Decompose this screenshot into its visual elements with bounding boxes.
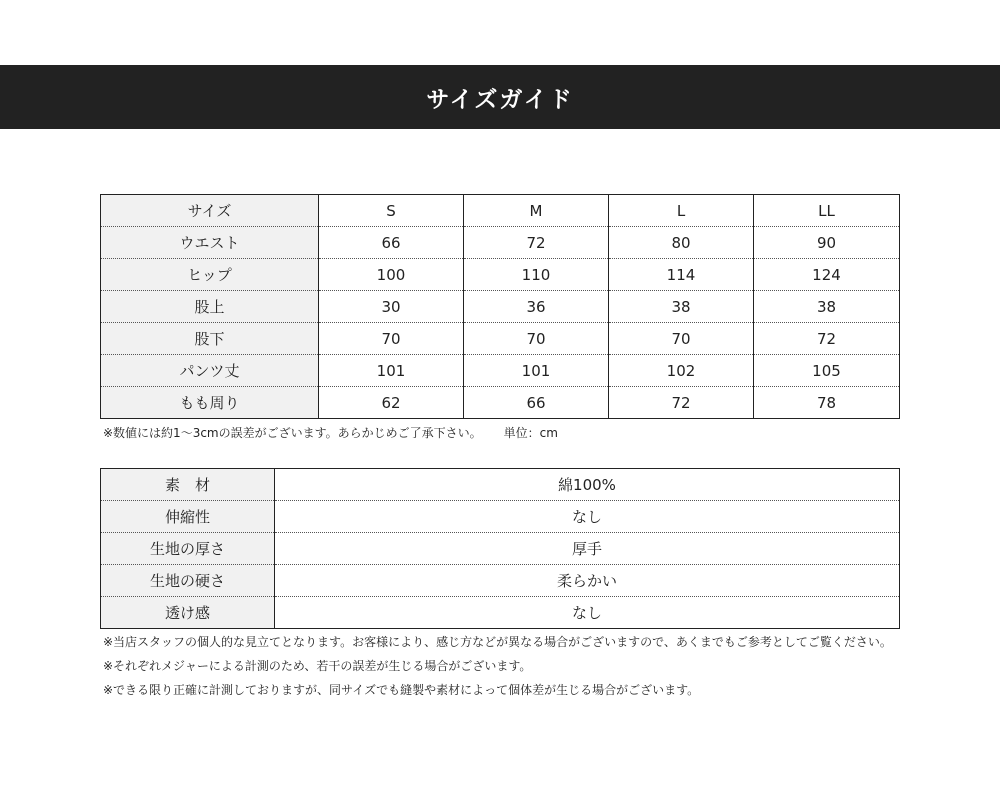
size-header-ll: LL xyxy=(754,195,900,227)
footer-note-variance: ※できる限り正確に計測しておりますが、同サイズでも縫製や素材によって個体差が生じる場合がございます。 xyxy=(103,683,700,697)
table-cell: 101 xyxy=(464,355,609,387)
table-cell: なし xyxy=(275,597,900,629)
size-note xyxy=(103,424,558,441)
size-header-s: S xyxy=(319,195,464,227)
table-cell: 柔らかい xyxy=(275,565,900,597)
row-label: 股上 xyxy=(101,291,319,323)
table-cell: 38 xyxy=(609,291,754,323)
size-header-l: L xyxy=(609,195,754,227)
size-header-label: サイズ xyxy=(101,195,319,227)
table-cell: 100 xyxy=(319,259,464,291)
table-row xyxy=(101,227,900,259)
table-cell: 114 xyxy=(609,259,754,291)
table-cell: 72 xyxy=(754,323,900,355)
fabric-table xyxy=(100,468,900,629)
table-cell: なし xyxy=(275,501,900,533)
table-cell: 厚手 xyxy=(275,533,900,565)
title-banner xyxy=(0,65,1000,129)
footer-note-measure: ※それぞれメジャーによる計測のため、若干の誤差が生じる場合がございます。 xyxy=(103,659,532,673)
row-label: 素 材 xyxy=(101,469,275,501)
table-row xyxy=(101,259,900,291)
row-label: 生地の硬さ xyxy=(101,565,275,597)
table-cell: 30 xyxy=(319,291,464,323)
table-cell: 72 xyxy=(464,227,609,259)
table-cell: 66 xyxy=(319,227,464,259)
table-row xyxy=(101,469,900,501)
table-cell: 101 xyxy=(319,355,464,387)
table-cell: 36 xyxy=(464,291,609,323)
table-cell: 80 xyxy=(609,227,754,259)
table-cell: 102 xyxy=(609,355,754,387)
table-cell: 70 xyxy=(319,323,464,355)
unit-note: 単位：cm xyxy=(503,426,558,440)
row-label: 透け感 xyxy=(101,597,275,629)
table-cell: 70 xyxy=(464,323,609,355)
table-row xyxy=(101,501,900,533)
table-cell: 90 xyxy=(754,227,900,259)
table-cell: 70 xyxy=(609,323,754,355)
table-cell: 66 xyxy=(464,387,609,419)
table-cell: 72 xyxy=(609,387,754,419)
table-row xyxy=(101,597,900,629)
row-label: 伸縮性 xyxy=(101,501,275,533)
table-cell: 38 xyxy=(754,291,900,323)
table-row xyxy=(101,355,900,387)
row-label: もも周り xyxy=(101,387,319,419)
size-table-header-row xyxy=(101,195,900,227)
row-label: 生地の厚さ xyxy=(101,533,275,565)
row-label: パンツ丈 xyxy=(101,355,319,387)
measurement-error-note: ※数値には約1～3cmの誤差がございます。あらかじめご了承下さい。 xyxy=(103,426,482,440)
size-header-m: M xyxy=(464,195,609,227)
table-cell: 110 xyxy=(464,259,609,291)
page-title: サイズガイド xyxy=(426,86,574,113)
row-label: ウエスト xyxy=(101,227,319,259)
table-row xyxy=(101,387,900,419)
table-row xyxy=(101,565,900,597)
table-cell: 62 xyxy=(319,387,464,419)
row-label: ヒップ xyxy=(101,259,319,291)
table-row xyxy=(101,323,900,355)
table-cell: 綿100% xyxy=(275,469,900,501)
footer-note-staff: ※当店スタッフの個人的な見立てとなります。お客様により、感じ方などが異なる場合がございますので、あくまでもご参考としてご覧ください。 xyxy=(103,635,892,649)
size-table xyxy=(100,194,900,419)
table-row xyxy=(101,291,900,323)
table-cell: 78 xyxy=(754,387,900,419)
row-label: 股下 xyxy=(101,323,319,355)
table-cell: 105 xyxy=(754,355,900,387)
table-cell: 124 xyxy=(754,259,900,291)
table-row xyxy=(101,533,900,565)
